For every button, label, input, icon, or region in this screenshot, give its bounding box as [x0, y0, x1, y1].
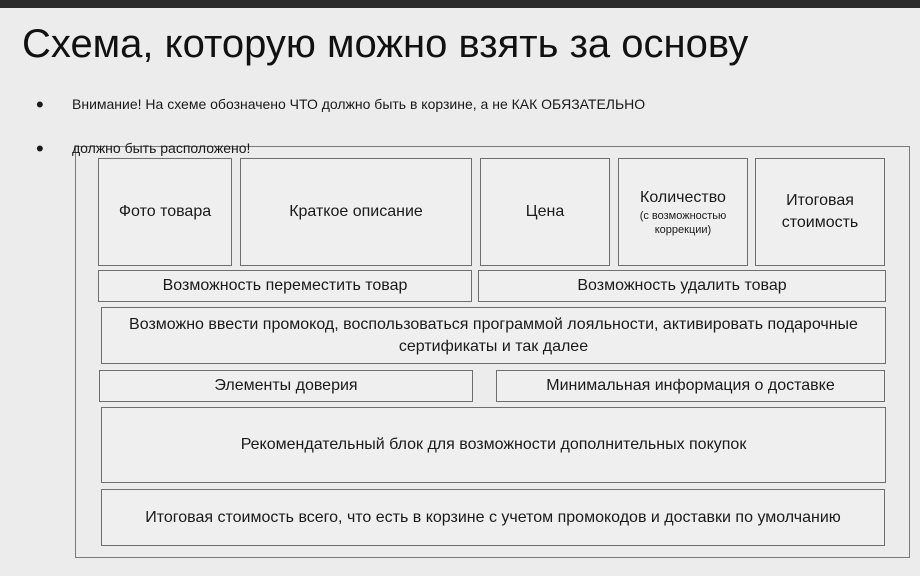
delete-item-label: Возможность удалить товар: [577, 277, 787, 295]
price-label: Цена: [525, 203, 565, 221]
recommendations-label: Рекомендательный блок для возможности дополнительных покупок: [240, 436, 747, 454]
trust-label: Элементы доверия: [214, 377, 358, 395]
description-label: Краткое описание: [289, 203, 423, 221]
slide-title: Схема, которую можно взять за основу: [22, 22, 749, 66]
description-box: [240, 158, 472, 266]
bullet-marker: •: [36, 136, 44, 161]
total-box: [755, 158, 885, 266]
bullet-marker: •: [36, 92, 44, 117]
recommendations-box: [101, 407, 886, 483]
price-box: [480, 158, 610, 266]
bullet-text: должно быть расположено!: [72, 140, 251, 156]
slide: [0, 8, 920, 576]
delivery-info-label: Минимальная информация о доставке: [546, 377, 835, 395]
photo-label: Фото товара: [118, 203, 212, 221]
delivery-info-box: [496, 370, 885, 402]
total-label: Итоговая стоимость: [781, 192, 859, 231]
quantity-box: [618, 158, 748, 266]
promo-label: Возможно ввести промокод, воспользоваться программой лояльности, активировать подарочные сертификаты и так далее: [129, 315, 858, 355]
promo-box: [101, 307, 886, 364]
grand-total-label: Итоговая стоимость всего, что есть в корзине с учетом промокодов и доставки по умолчанию: [145, 508, 841, 526]
grand-total-box: [101, 489, 885, 546]
bullet-text: Внимание! На схеме обозначено ЧТО должно быть в корзине, а не КАК ОБЯЗАТЕЛЬНО: [72, 96, 646, 112]
move-item-label: Возможность переместить товар: [162, 277, 408, 295]
trust-box: [99, 370, 473, 402]
delete-item-box: [478, 270, 886, 302]
quantity-label: Количество: [640, 188, 726, 206]
photo-box: [98, 158, 232, 266]
quantity-note: (с возможностью коррекции): [639, 209, 727, 236]
move-item-box: [98, 270, 472, 302]
